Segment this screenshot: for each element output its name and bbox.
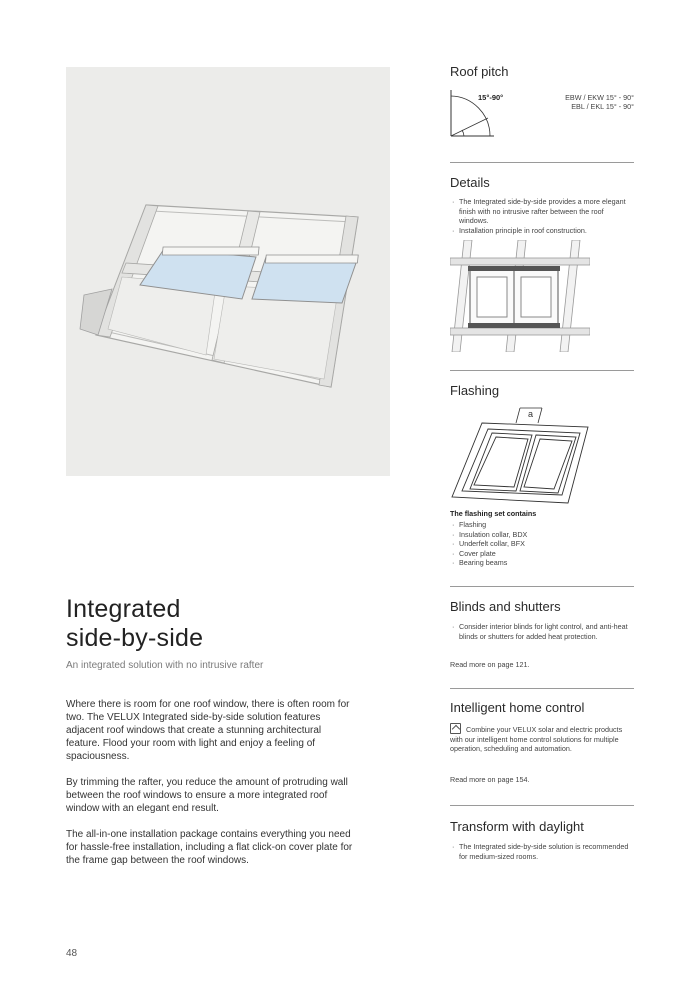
list-item: · Bearing beams [450,558,634,568]
list-item: · Underfelt collar, BFX [450,539,634,549]
flashing-diagram [450,405,590,505]
page-title [66,595,386,653]
page-number: 48 [66,948,78,959]
flashing-contents-heading: The flashing set contains [450,509,537,518]
blinds-list [450,622,634,641]
smart-home-icon [450,723,461,734]
divider [450,162,634,163]
home-control-read-more[interactable]: Read more on page 154. [450,775,530,784]
divider [450,370,634,371]
product-image [66,67,390,476]
installation-diagram [450,240,590,352]
pitch-code-line: EBL / EKL 15° - 90° [571,102,634,111]
body-paragraph: Where there is room for one roof window, there is often room for two. The VELUX Integrated side-by-side solution features adjacent roof windows that create a stunning architectural feature. Flood your room with light and enjoy a feeling of spaciousness. [66,699,350,762]
flashing-label: a [528,409,534,419]
title-line-1: Integrated [66,595,181,623]
body-paragraph: By trimming the rafter, you reduce the amount of protruding wall between the roof windows to ensure a more integrated roof window with an elegant end result. [66,777,348,814]
list-item: · The Integrated side-by-side solution is recommended for medium-sized rooms. [450,842,634,861]
pitch-range: 15°-90° [478,93,504,102]
divider [450,805,634,806]
list-item: · Cover plate [450,549,634,559]
details-title: Details [450,175,490,190]
body-text [66,698,356,880]
list-item: · Installation principle in roof construction. [450,226,634,236]
body-paragraph: The all-in-one installation package contains everything you need for hassle-free installation, including a flat click-on cover plate for the frame gap between the roof windows. [66,829,353,866]
flashing-contents-list [450,520,634,568]
flashing-title: Flashing [450,383,500,398]
list-item: · Insulation collar, BDX [450,530,634,540]
title-line-2: side-by-side [66,624,204,652]
list-item: · Consider interior blinds for light control, and anti-heat blinds or shutters for added heat protection. [450,622,634,641]
side-by-side-window-illustration [66,67,390,476]
list-item: · The Integrated side-by-side provides a more elegant finish with no intrusive rafter between the roof windows. [450,197,634,226]
divider [450,688,634,689]
divider [450,586,634,587]
home-control-text [450,723,634,754]
daylight-list [450,842,634,861]
daylight-title: Transform with daylight [450,819,584,834]
roof-pitch-title: Roof pitch [450,64,509,79]
list-item: · Flashing [450,520,634,530]
blinds-title: Blinds and shutters [450,599,561,614]
details-list [450,197,634,235]
home-control-title: Intelligent home control [450,700,585,715]
pitch-code-line: EBW / EKW 15° - 90° [565,93,634,102]
subtitle: An integrated solution with no intrusive rafter [66,660,264,671]
blinds-read-more[interactable]: Read more on page 121. [450,660,530,669]
home-control-description: Combine your VELUX solar and electric products with our intelligent home control solutions for multiple operation, scheduling and automation. [450,725,623,754]
pitch-codes [540,93,634,111]
